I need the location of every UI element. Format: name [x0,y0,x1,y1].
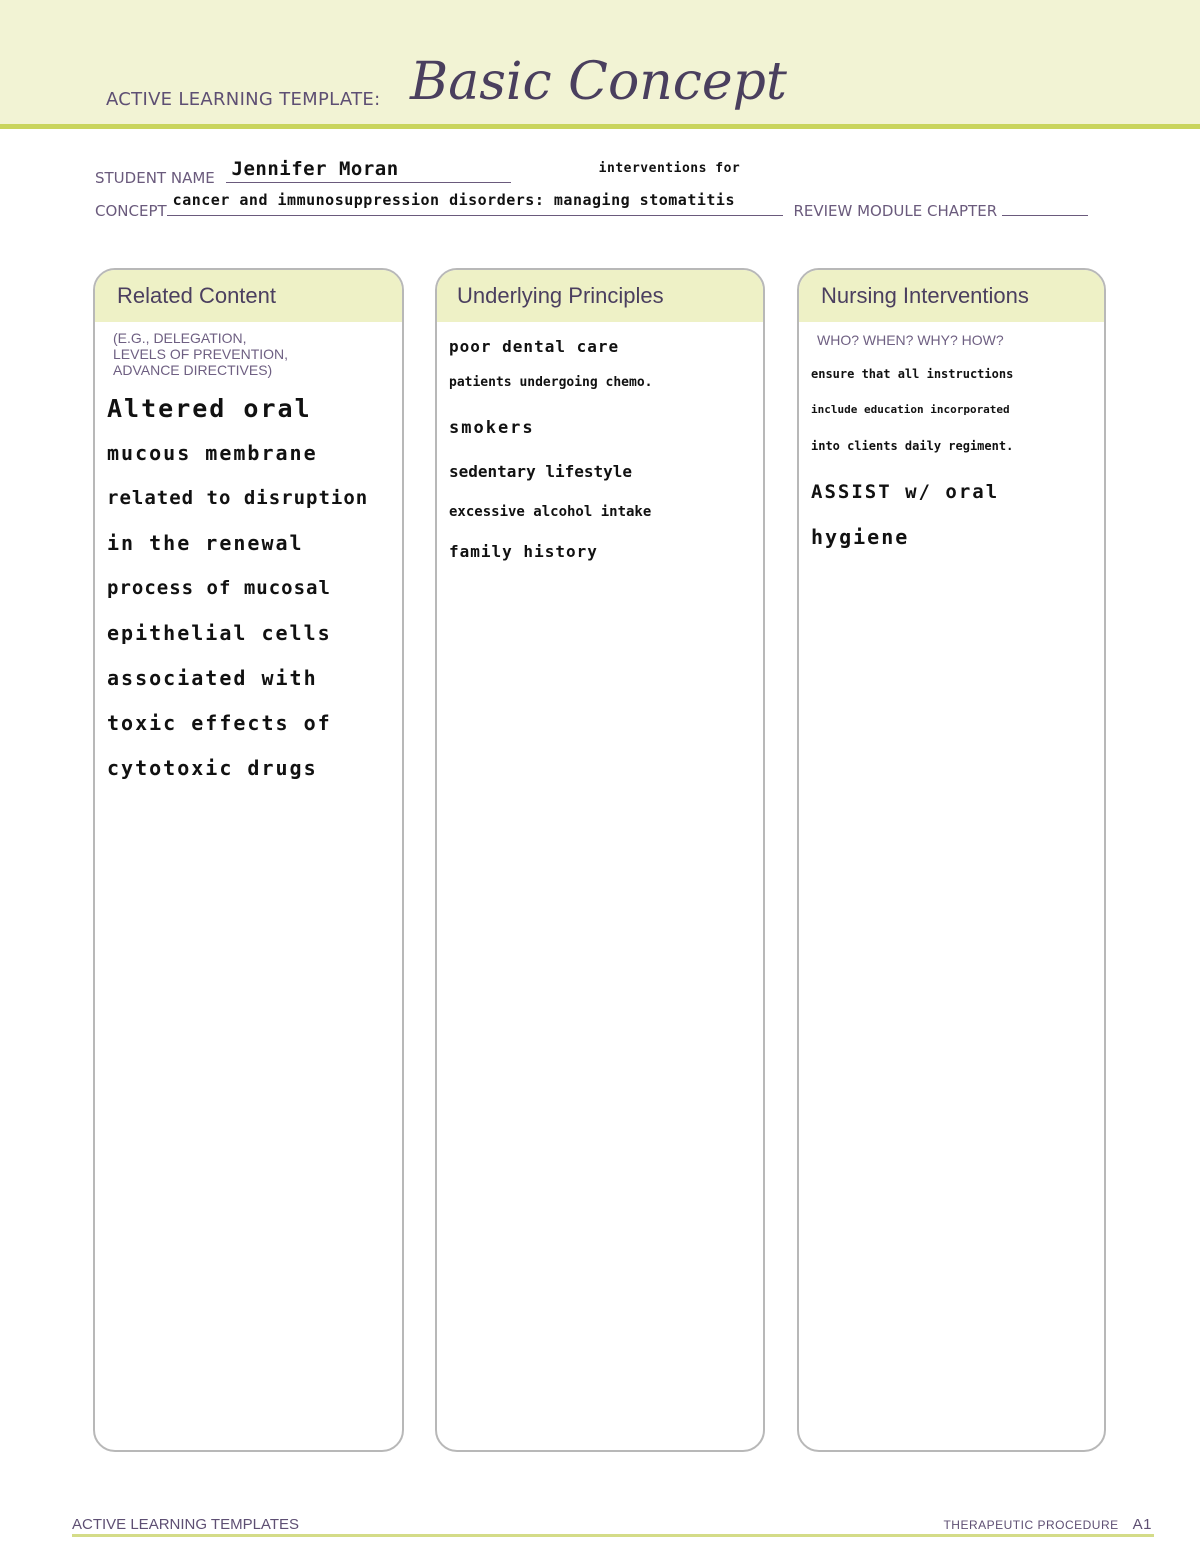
list-item: cytotoxic drugs [107,756,318,780]
footer-section-label: THERAPEUTIC PROCEDURE A1 [943,1516,1152,1533]
student-name-value: Jennifer Moran [231,158,399,180]
concept-label: CONCEPT [95,202,167,220]
header-divider [0,124,1200,129]
list-item: into clients daily regiment. [811,439,1014,453]
list-item: hygiene [811,525,910,549]
concept-value-inserted: interventions for [598,161,741,176]
list-item: mucous membrane [107,441,318,465]
list-item: family history [449,542,598,561]
footer-divider [72,1534,1154,1537]
review-module-label: REVIEW MODULE CHAPTER [793,202,998,220]
student-name-field[interactable] [226,158,511,183]
concept-value: cancer and immunosuppression disorders: managing stomatitis [172,191,735,209]
template-label: ACTIVE LEARNING TEMPLATE: [106,89,381,110]
list-item: include education incorporated [811,403,1010,416]
list-item: ASSIST w/ oral [811,481,1000,503]
student-name-row [95,158,511,187]
list-item: related to disruption [107,487,369,509]
related-content-entries [95,386,402,791]
underlying-principles-entries [437,328,763,572]
list-item: poor dental care [449,337,620,356]
list-item: smokers [449,418,535,438]
underlying-principles-column [435,268,765,1452]
nursing-interventions-subtitle: WHO? WHEN? WHY? HOW? [817,332,1004,348]
student-name-label: STUDENT NAME [95,169,215,187]
list-item: process of mucosal [107,577,331,599]
list-item: excessive alcohol intake [449,504,652,520]
list-item: ensure that all instructions [811,367,1014,381]
review-module-field[interactable] [1002,199,1088,216]
related-content-title: Related Content [95,270,402,322]
related-content-subtitle: (E.G., DELEGATION, LEVELS OF PREVENTION, ADVANCE DIRECTIVES) [113,330,289,378]
footer-series-label: ACTIVE LEARNING TEMPLATES [72,1516,299,1533]
list-item: sedentary lifestyle [449,462,633,481]
footer-page-code: A1 [1132,1516,1152,1533]
list-item: in the renewal [107,531,304,555]
nursing-interventions-column [797,268,1106,1452]
list-item: toxic effects of [107,711,332,735]
list-item: epithelial cells [107,621,332,645]
list-item: Altered oral [107,394,312,423]
underlying-principles-title: Underlying Principles [437,270,763,322]
related-content-column [93,268,404,1452]
nursing-interventions-entries [799,356,1104,558]
list-item: patients undergoing chemo. [449,375,653,390]
template-title: Basic Concept [410,52,787,112]
nursing-interventions-title: Nursing Interventions [799,270,1104,322]
list-item: associated with [107,666,318,690]
